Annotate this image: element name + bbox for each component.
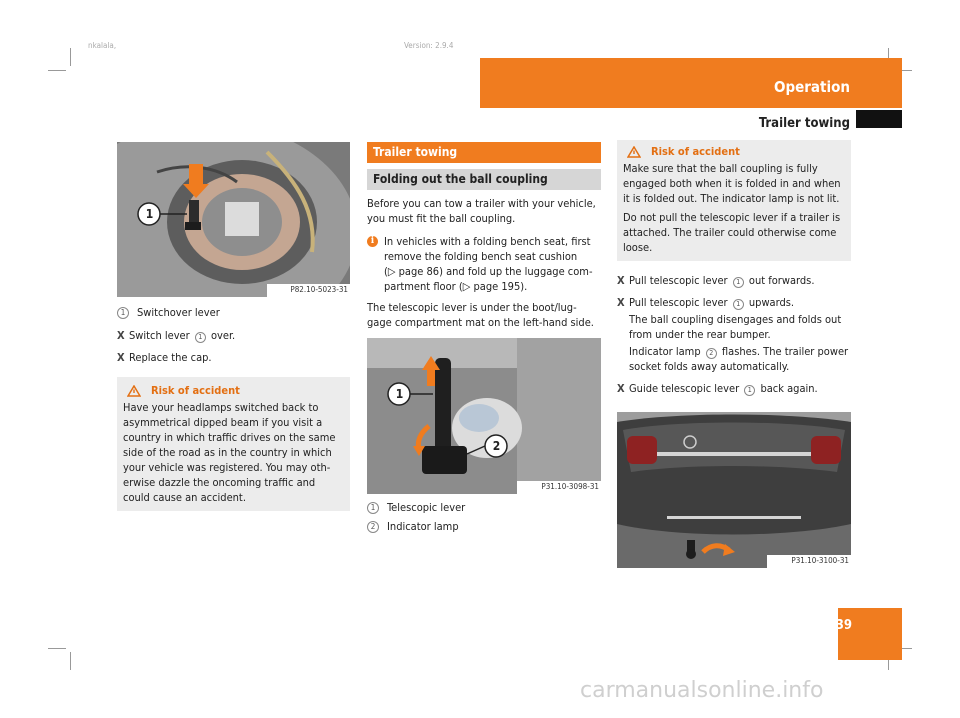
section-heading: Trailer towing xyxy=(367,142,601,163)
info-note xyxy=(367,234,601,294)
photo-callout-2: 2 xyxy=(492,439,501,453)
callout-number: 1 xyxy=(744,385,755,396)
info-text: (▷ page 86) and fold up the luggage com-partment floor (▷ page 195). xyxy=(384,265,593,293)
warning-text: Have your headlamps switched back to asymmetrical dipped beam if you visit a country in which traffic drives on the same side of the road as in the country in which your vehicle was registered. You may oth-erwise dazzle the oncoming traffic and could cause an accident. xyxy=(123,401,336,504)
instruction-step: X Pull telescopic lever 1 upwards. The ball coupling disengages and folds out from under the rear bumper. Indicator lamp 2 flashes. The trailer power socket folds away automatically. xyxy=(617,295,851,374)
warning-box xyxy=(617,140,851,261)
rear-bumper-photo xyxy=(617,412,851,568)
info-text: In vehicles with a folding bench seat, first remove the folding bench seat cushion xyxy=(384,235,591,263)
callout-number: 2 xyxy=(706,348,717,359)
telescopic-lever-photo xyxy=(367,338,601,494)
warning-triangle-icon xyxy=(127,385,141,397)
middle-column xyxy=(367,142,601,534)
subsection-heading: Folding out the ball coupling xyxy=(367,169,601,190)
page-number: 239 xyxy=(827,618,852,633)
warning-title: Risk of accident xyxy=(151,384,240,397)
callout-number: 2 xyxy=(367,521,379,533)
warning-text: Do not pull the telescopic lever if a trailer is attached. The trailer could otherwise come loose. xyxy=(623,211,841,254)
callout-number: 1 xyxy=(733,277,744,288)
legend-item xyxy=(367,500,601,515)
callout-number: 1 xyxy=(195,332,206,343)
step-marker: X xyxy=(617,296,625,309)
instruction-step: X Replace the cap. xyxy=(117,351,212,364)
instruction-step: X Switch lever 1 over. xyxy=(117,329,236,342)
section-title: Operation xyxy=(773,78,850,96)
legend-text: Switchover lever xyxy=(137,306,220,319)
legend-item xyxy=(117,305,350,320)
photo-code: P31.10-3098-31 xyxy=(541,482,599,491)
instruction-step: X Guide telescopic lever 1 back again. xyxy=(617,382,818,395)
print-version: Version: 2.9.4 xyxy=(404,41,454,50)
info-icon: i xyxy=(367,236,378,247)
print-user: nkalala, xyxy=(88,41,117,50)
photo-code: P31.10-3100-31 xyxy=(791,556,849,565)
callout-number: 1 xyxy=(117,307,129,319)
legend-text: Telescopic lever xyxy=(387,501,466,514)
watermark: carmanualsonline.info xyxy=(580,678,824,703)
headlamp-photo xyxy=(117,142,350,297)
callout-number: 1 xyxy=(367,502,379,514)
crop-mark xyxy=(48,70,66,71)
legend-text: Indicator lamp xyxy=(387,520,459,533)
crop-mark xyxy=(70,652,71,670)
instruction-step: X Pull telescopic lever 1 out forwards. xyxy=(617,274,815,287)
callout-number: 1 xyxy=(733,299,744,310)
photo-callout-1: 1 xyxy=(145,207,154,221)
photo-callout-1: 1 xyxy=(395,387,404,401)
thumb-tab xyxy=(856,110,902,128)
body-paragraph: The telescopic lever is under the boot/lug-gage compartment mat on the left-hand side. xyxy=(367,301,594,329)
step-detail: The ball coupling disengages and folds out from under the rear bumper. xyxy=(629,313,842,341)
page-title: Trailer towing xyxy=(758,116,850,131)
warning-text: Make sure that the ball coupling is fully engaged both when it is folded in and when it is folded out. The indicator lamp is not lit. xyxy=(623,162,841,205)
crop-mark xyxy=(48,648,66,649)
step-marker: X xyxy=(117,329,125,342)
step-marker: X xyxy=(617,274,625,287)
legend-item xyxy=(367,519,601,534)
left-column xyxy=(117,142,350,511)
warning-triangle-icon xyxy=(627,146,641,158)
warning-title: Risk of accident xyxy=(651,145,740,158)
photo-code: P82.10-5023-31 xyxy=(290,285,348,294)
page-number-box xyxy=(838,608,902,660)
intro-paragraph: Before you can tow a trailer with your vehicle, you must fit the ball coupling. xyxy=(367,197,596,225)
right-column xyxy=(617,140,851,568)
step-marker: X xyxy=(117,351,125,364)
warning-box xyxy=(117,377,350,511)
crop-mark xyxy=(70,48,71,66)
step-marker: X xyxy=(617,382,625,395)
